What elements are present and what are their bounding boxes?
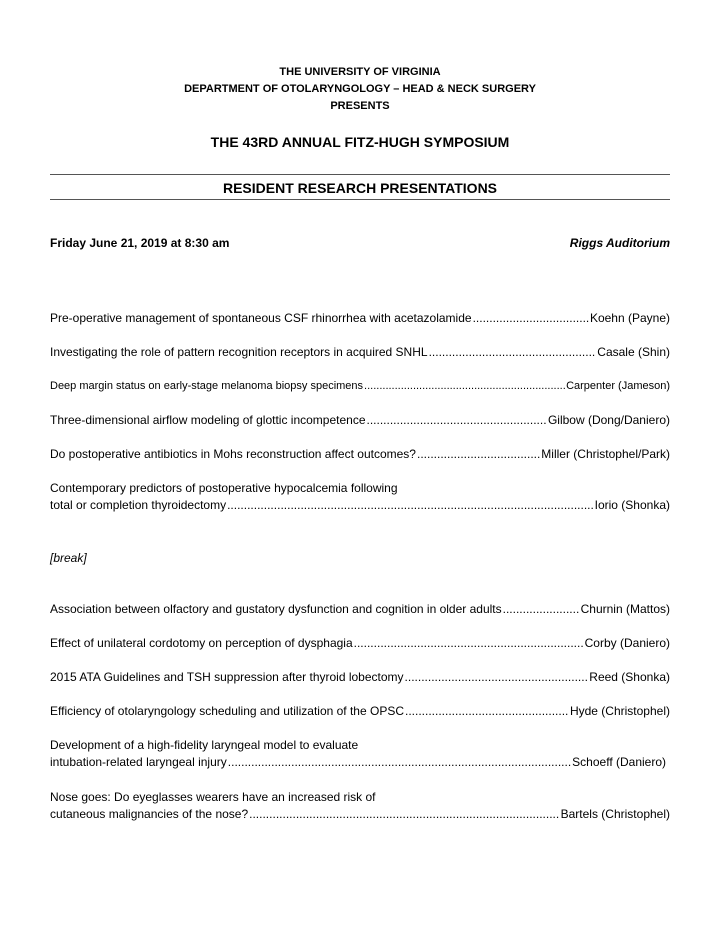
presentation-author: Carpenter (Jameson) xyxy=(566,380,670,392)
event-venue: Riggs Auditorium xyxy=(569,236,670,250)
presentation-author: Churnin (Mattos) xyxy=(580,602,670,616)
presentation-title-line1: Nose goes: Do eyeglasses wearers have an increased risk of xyxy=(50,790,376,804)
presentation-title-line1: Contemporary predictors of postoperative hypocalcemia following xyxy=(50,481,398,495)
presentation-item xyxy=(50,446,670,463)
presentation-title: Three-dimensional airflow modeling of glottic incompetence xyxy=(50,413,366,427)
presentation-item xyxy=(50,669,670,686)
presentation-author: Miller (Christophel/Park) xyxy=(541,447,670,461)
presentation-author: Schoeff (Daniero) xyxy=(572,755,666,769)
bottom-divider xyxy=(50,199,670,200)
header-presents: PRESENTS xyxy=(330,100,390,112)
presentation-author: Corby (Daniero) xyxy=(584,636,670,650)
presentation-item xyxy=(50,310,670,327)
header-department: DEPARTMENT OF OTOLARYNGOLOGY – HEAD & NECK SURGERY xyxy=(184,83,536,95)
presentation-item xyxy=(50,344,670,361)
symposium-title: THE 43RD ANNUAL FITZ-HUGH SYMPOSIUM xyxy=(210,134,510,150)
presentation-title-line2: total or completion thyroidectomy xyxy=(50,498,227,512)
presentation-title: Effect of unilateral cordotomy on perception of dysphagia xyxy=(50,636,353,650)
presentation-item xyxy=(50,412,670,429)
presentation-item xyxy=(50,737,670,771)
presentation-author: Casale (Shin) xyxy=(597,345,670,359)
presentation-title: Do postoperative antibiotics in Mohs reconstruction affect outcomes? xyxy=(50,447,416,461)
presentation-title-line1: Development of a high-fidelity laryngeal model to evaluate xyxy=(50,738,359,752)
presentation-author: Gilbow (Dong/Daniero) xyxy=(547,413,670,427)
presentation-title: Pre-operative management of spontaneous CSF rhinorrhea with acetazolamide xyxy=(50,311,472,325)
presentation-author: Hyde (Christophel) xyxy=(569,704,670,718)
presentation-title: Investigating the role of pattern recognition receptors in acquired SNHL xyxy=(50,345,428,359)
presentation-title: Deep margin status on early-stage melanoma biopsy specimens xyxy=(50,380,364,392)
presentation-author: Koehn (Payne) xyxy=(589,311,670,325)
presentation-item xyxy=(50,601,670,618)
presentation-item xyxy=(50,703,670,720)
top-divider xyxy=(50,174,670,175)
event-date: Friday June 21, 2019 at 8:30 am xyxy=(50,236,230,250)
presentation-author: Reed (Shonka) xyxy=(589,670,670,684)
presentation-author: Bartels (Christophel) xyxy=(560,807,670,821)
presentation-item xyxy=(50,789,670,823)
presentation-item xyxy=(50,480,670,514)
presentation-title: 2015 ATA Guidelines and TSH suppression after thyroid lobectomy xyxy=(50,670,404,684)
presentation-title: Efficiency of otolaryngology scheduling and utilization of the OPSC xyxy=(50,704,404,718)
presentation-title-line2: intubation-related laryngeal injury xyxy=(50,755,227,769)
section-title: RESIDENT RESEARCH PRESENTATIONS xyxy=(222,180,498,196)
presentation-item xyxy=(50,635,670,652)
break-label: [break] xyxy=(50,551,87,565)
header-university: THE UNIVERSITY OF VIRGINIA xyxy=(279,66,441,78)
presentation-title: Association between olfactory and gustatory dysfunction and cognition in older adults xyxy=(50,602,502,616)
presentation-author: Iorio (Shonka) xyxy=(594,498,670,512)
presentation-title-line2: cutaneous malignancies of the nose? xyxy=(50,807,249,821)
presentation-item xyxy=(50,378,670,395)
